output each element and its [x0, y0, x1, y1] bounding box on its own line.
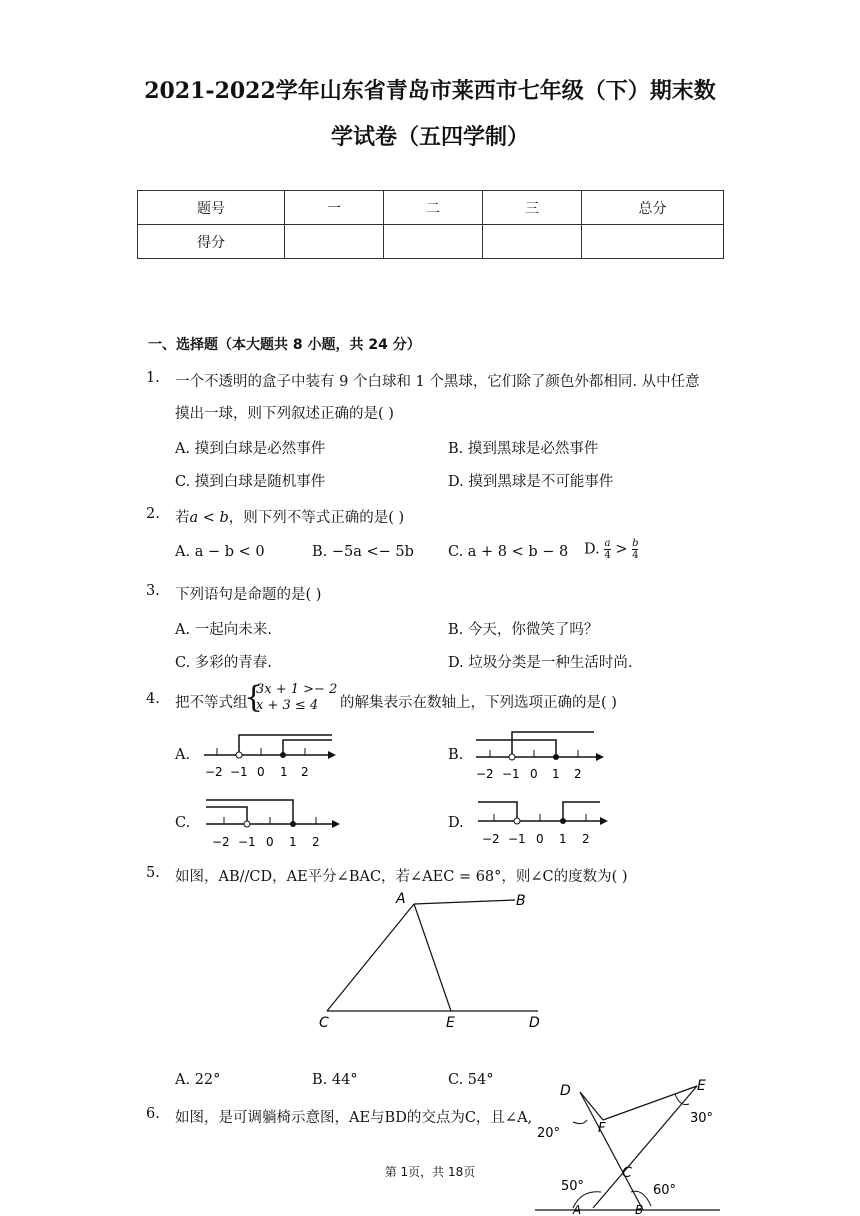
question-number: 6. — [146, 1106, 160, 1122]
page-footer: 第 1页，共 18页 — [384, 1165, 476, 1179]
option-d — [584, 538, 638, 561]
tick-label: 1 — [552, 767, 560, 781]
tick-label: −2 — [212, 835, 230, 849]
tick-label: 2 — [574, 767, 582, 781]
angle-label: 60° — [653, 1183, 677, 1198]
table-cell — [384, 225, 483, 259]
question-number: 3. — [146, 583, 160, 599]
option-a: A. a − b < 0 — [175, 544, 265, 560]
option-a: A. 一起向未来. — [175, 622, 272, 638]
score-table — [137, 190, 724, 259]
question-stem: 如图，是可调躺椅示意图，AE与BD的交点为C，且∠A, — [175, 1110, 533, 1126]
option-b: B. — [448, 747, 464, 763]
numerator: a — [604, 538, 611, 549]
point-label-c: C — [622, 1165, 632, 1181]
option-d: D. 摸到黑球是不可能事件 — [448, 474, 614, 490]
table-cell: 得分 — [138, 225, 285, 259]
number-line-d — [474, 797, 614, 851]
brace-symbol: { — [244, 680, 264, 715]
exam-title-line1: 2021-2022学年山东省青岛市莱西市七年级（下）期末数 — [144, 78, 716, 104]
question-number: 5. — [146, 865, 160, 881]
angle-label: 20° — [537, 1126, 561, 1141]
option-a: A. 摸到白球是必然事件 — [175, 441, 326, 457]
tick-label: −1 — [508, 832, 526, 846]
table-cell — [582, 225, 724, 259]
tick-label: 1 — [559, 832, 567, 846]
gt-sign: > — [615, 541, 628, 558]
number-line-c — [200, 797, 345, 851]
number-line-a — [200, 730, 340, 782]
question-stem-post: 的解集表示在数轴上，下列选项正确的是( ) — [340, 695, 617, 711]
denominator: 4 — [604, 550, 611, 561]
inequality-2: x + 3 ≤ 4 — [256, 698, 319, 713]
tick-label: −2 — [482, 832, 500, 846]
question-stem: 如图，AB//CD，AE平分∠BAC，若∠AEC = 68°，则∠C的度数为( ) — [175, 869, 628, 885]
tick-label: 0 — [530, 767, 538, 781]
option-b: B. −5a <− 5b — [312, 544, 414, 560]
option-d: D. 垃圾分类是一种生活时尚. — [448, 655, 633, 671]
option-c: C. a + 8 < b − 8 — [448, 544, 569, 560]
q5-figure — [310, 888, 560, 1034]
option-b: B. 44° — [312, 1072, 358, 1088]
option-d: D. — [448, 815, 464, 831]
question-stem: 一个不透明的盒子中装有 9 个白球和 1 个黑球，它们除了颜色外都相同. 从中任意 — [175, 374, 700, 390]
stem-math: a < b — [189, 510, 229, 526]
section-heading: 一、选择题（本大题共 8 小题，共 24 分） — [148, 337, 421, 353]
table-cell: 三 — [483, 191, 582, 225]
stem-text: ，则下列不等式正确的是( ) — [228, 510, 405, 526]
tick-label: 2 — [312, 835, 320, 849]
point-label-b: B — [635, 1203, 644, 1216]
tick-label: −1 — [230, 765, 248, 779]
point-label-d: D — [560, 1083, 571, 1099]
option-a: A. 22° — [175, 1072, 221, 1088]
point-label-d: D — [529, 1015, 540, 1031]
point-label-e: E — [697, 1078, 706, 1094]
fraction — [604, 538, 610, 561]
denominator: 4 — [632, 550, 639, 561]
table-cell: 题号 — [138, 191, 285, 225]
fraction — [632, 538, 638, 561]
exam-title-line2: 学试卷（五四学制） — [330, 124, 529, 150]
question-number: 2. — [146, 506, 160, 522]
option-a: A. — [175, 747, 191, 763]
tick-label: −1 — [238, 835, 256, 849]
option-c: C. — [175, 815, 191, 831]
question-number: 1. — [146, 370, 160, 386]
tick-label: 2 — [301, 765, 309, 779]
table-row — [138, 225, 724, 259]
tick-label: −2 — [476, 767, 494, 781]
point-label-c: C — [319, 1015, 329, 1031]
option-c: C. 54° — [448, 1072, 494, 1088]
stem-text: 若 — [175, 510, 190, 526]
table-cell: 一 — [285, 191, 384, 225]
tick-label: −2 — [205, 765, 223, 779]
numerator: b — [632, 538, 639, 549]
table-cell: 二 — [384, 191, 483, 225]
question-stem-pre: 把不等式组 — [175, 695, 248, 711]
point-label-f: F — [598, 1121, 606, 1136]
table-cell — [483, 225, 582, 259]
option-b: B. 今天，你微笑了吗？ — [448, 622, 599, 638]
inequality-1: 3x + 1 >− 2 — [256, 682, 338, 697]
tick-label: 0 — [257, 765, 265, 779]
tick-label: 0 — [266, 835, 274, 849]
table-cell — [285, 225, 384, 259]
option-c: C. 多彩的青春. — [175, 655, 272, 671]
point-label-b: B — [516, 893, 526, 909]
table-row — [138, 191, 724, 225]
option-label: D. — [584, 541, 600, 558]
tick-label: 1 — [289, 835, 297, 849]
point-label-e: E — [446, 1015, 455, 1031]
point-label-a: A — [573, 1203, 582, 1216]
q6-figure — [525, 1072, 730, 1216]
question-number: 4. — [146, 691, 160, 707]
question-stem: 下列语句是命题的是( ) — [175, 587, 322, 603]
tick-label: 1 — [280, 765, 288, 779]
tick-label: 0 — [536, 832, 544, 846]
point-label-a: A — [396, 891, 406, 907]
tick-label: −1 — [502, 767, 520, 781]
question-stem — [175, 506, 404, 527]
option-c: C. 摸到白球是随机事件 — [175, 474, 326, 490]
number-line-b — [472, 730, 612, 782]
angle-label: 30° — [690, 1111, 714, 1126]
question-stem: 摸出一球，则下列叙述正确的是( ) — [175, 406, 394, 422]
table-cell: 总分 — [582, 191, 724, 225]
option-b: B. 摸到黑球是必然事件 — [448, 441, 599, 457]
angle-label: 50° — [561, 1179, 585, 1194]
tick-label: 2 — [582, 832, 590, 846]
